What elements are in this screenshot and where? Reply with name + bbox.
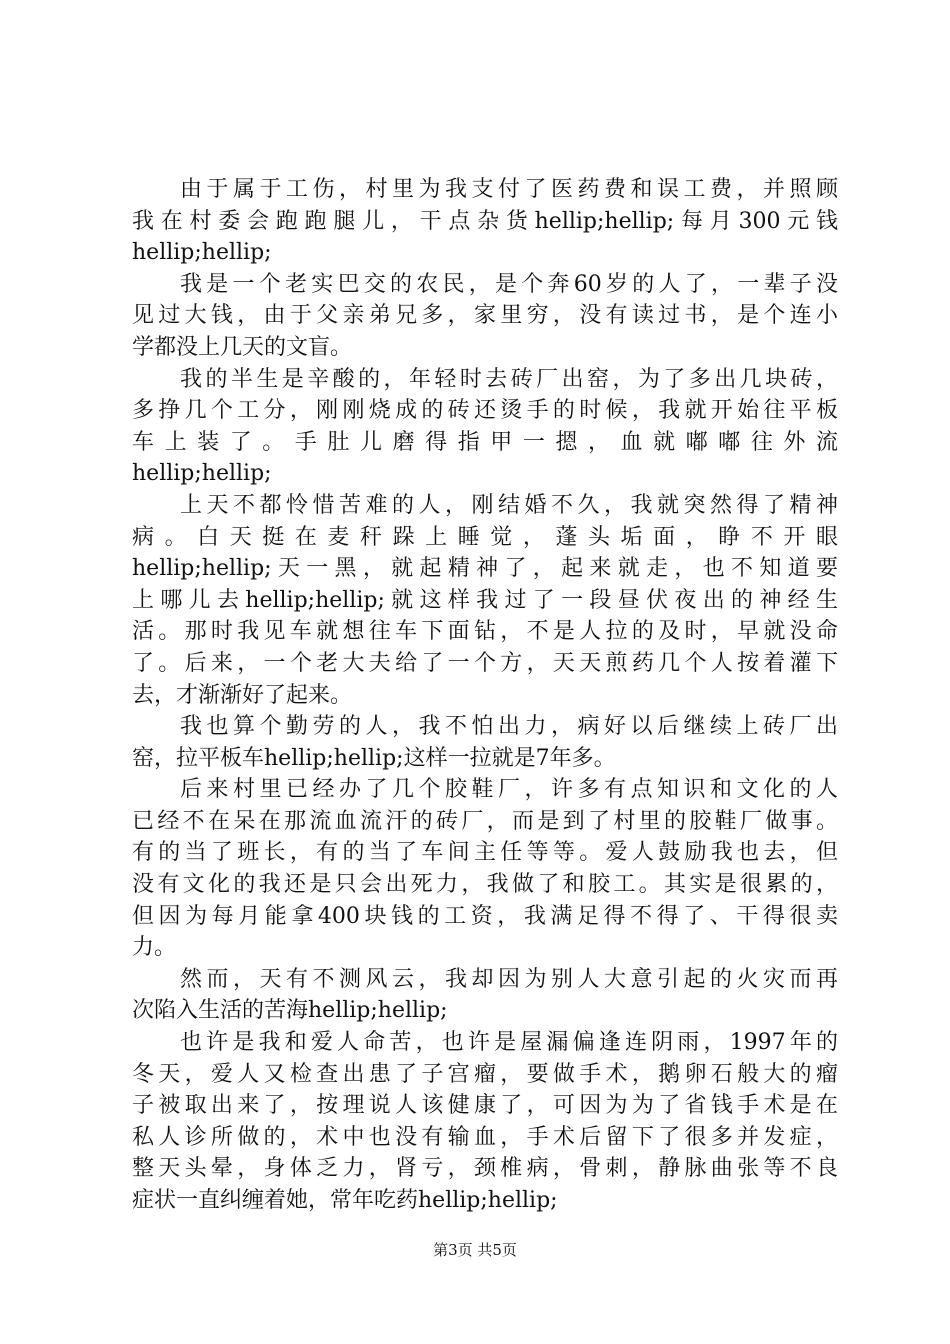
paragraph-line: 但因为每月能拿400块钱的工资，我满足得不得了、干得很卖 (132, 903, 838, 929)
paragraph-line: 活。那时我见车就想往车下面钻，不是人拉的及时，早就没命 (132, 619, 838, 645)
paragraph-line: 见过大钱，由于父亲弟兄多，家里穷，没有读过书，是个连小 (132, 303, 838, 329)
paragraph-line: 病。白天挺在麦秆跺上睡觉，蓬头垢面，睁不开眼 (132, 524, 838, 550)
paragraph-line: 由于属于工伤，村里为我支付了医药费和误工费，并照顾 (180, 177, 838, 202)
paragraph-line: 我在村委会跑跑腿儿，干点杂货hellip;hellip;每月300元钱 (132, 208, 838, 234)
paragraph-line: hellip;hellip; (132, 461, 272, 487)
paragraph-line: 子被取出来了，按理说人该健康了，可因为为了省钱手术是在 (132, 1093, 838, 1119)
paragraph-line: 已经不在呆在那流血流汗的砖厂，而是到了村里的胶鞋厂做事。 (132, 808, 838, 834)
paragraph-line: 冬天，爱人又检查出患了子宫瘤，要做手术，鹅卵石般大的瘤 (132, 1061, 838, 1087)
paragraph-line: hellip;hellip;天一黑，就起精神了，起来就走，也不知道要 (132, 556, 838, 582)
paragraph-line: 车上装了。手肚儿磨得指甲一摁，血就嘟嘟往外流 (132, 429, 838, 455)
paragraph-line: 然而，天有不测风云，我却因为别人大意引起的火灾而再 (180, 966, 838, 992)
paragraph-line: 上天不都怜惜苦难的人，刚结婚不久，我就突然得了精神 (180, 492, 838, 518)
paragraph-line: 力。 (132, 935, 177, 961)
paragraph-line: 学都没上几天的文盲。 (132, 334, 353, 360)
paragraph-line: 我的半生是辛酸的，年轻时去砖厂出窑，为了多出几块砖， (180, 366, 838, 392)
paragraph-line: 没有文化的我还是只会出死力，我做了和胶工。其实是很累的， (132, 872, 838, 898)
paragraph-line: 整天头晕，身体乏力，肾亏，颈椎病，骨刺，静脉曲张等不良 (132, 1156, 838, 1182)
paragraph-line: 我是一个老实巴交的农民，是个奔60岁的人了，一辈子没 (180, 271, 838, 297)
paragraph-line: 后来村里已经办了几个胶鞋厂，许多有点知识和文化的人 (180, 777, 838, 803)
paragraph-line: 了。后来，一个老大夫给了一个方，天天煎药几个人按着灌下 (132, 650, 838, 676)
paragraph-line: 也许是我和爱人命苦，也许是屋漏偏逢连阴雨，1997年的 (180, 1030, 838, 1056)
document-body (132, 174, 838, 1217)
paragraph-line: 上哪儿去hellip;hellip;就这样我过了一段昼伏夜出的神经生 (132, 587, 838, 613)
page-number-footer: 第3页 共5页 (433, 1241, 517, 1259)
paragraph-line: 私人诊所做的，术中也没有输血，手术后留下了很多并发症， (132, 1124, 838, 1150)
paragraph-line: 去，才渐渐好了起来。 (132, 682, 353, 708)
paragraph-line: 症状一直纠缠着她，常年吃药hellip;hellip; (132, 1188, 558, 1213)
paragraph-line: 窑，拉平板车hellip;hellip;这样一拉就是7年多。 (132, 745, 616, 771)
paragraph-line: 我也算个勤劳的人，我不怕出力，病好以后继续上砖厂出 (180, 714, 838, 740)
paragraph-line: 多挣几个工分，刚刚烧成的砖还烫手的时候，我就开始往平板 (132, 398, 838, 424)
paragraph-line: 次陷入生活的苦海hellip;hellip; (132, 998, 448, 1024)
paragraph-line: 有的当了班长，有的当了车间主任等等。爱人鼓励我也去，但 (132, 840, 838, 866)
paragraph-line: hellip;hellip; (132, 240, 272, 266)
